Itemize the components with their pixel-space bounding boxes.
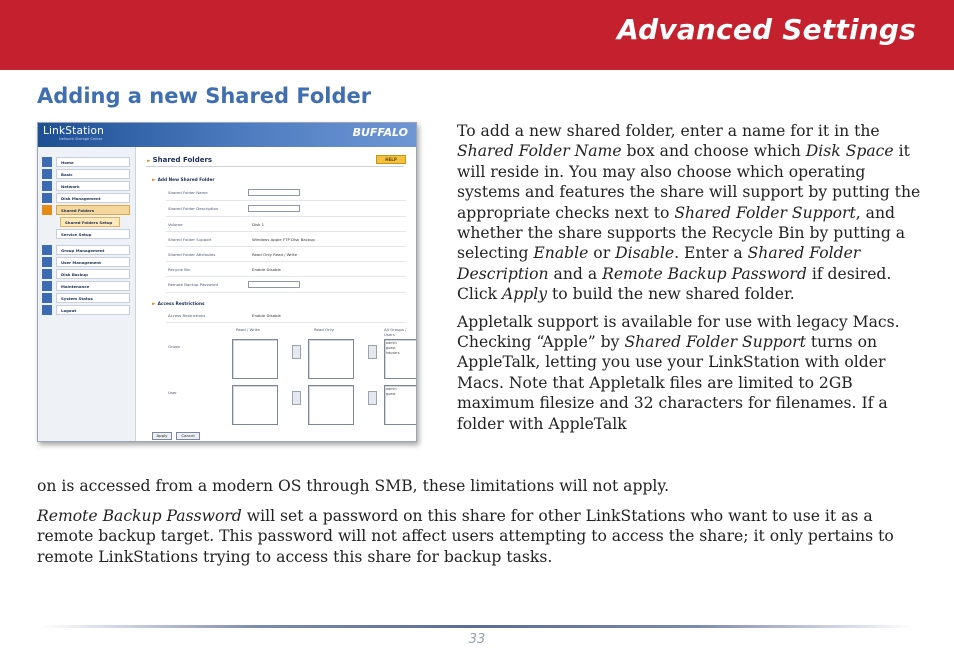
divider — [166, 261, 406, 262]
move-button[interactable] — [368, 345, 377, 359]
nav-home[interactable]: Home — [42, 157, 130, 167]
shared-folder-name-input[interactable] — [248, 189, 300, 196]
body-text: it will reside in. You may also choose which operating systems and features the share will support by putting the appropriate checks next to — [457, 142, 921, 222]
body-text: or — [588, 244, 616, 263]
cancel-button[interactable]: Cancel — [176, 432, 200, 440]
buffalo-logo: BUFFALO — [352, 126, 408, 139]
divider — [166, 322, 406, 323]
emphasis-text: Shared Folder Support — [674, 203, 856, 222]
folder-icon — [42, 205, 52, 215]
column-header: Read / Write — [236, 327, 260, 332]
body-text: To add a new shared folder, enter a name for it in the — [457, 122, 880, 140]
body-text: to build the new shared folder. — [547, 285, 795, 304]
paragraph-2 — [457, 312, 927, 434]
move-button[interactable] — [292, 391, 301, 405]
nav-service-setup[interactable]: Service Setup — [42, 229, 130, 239]
field-label: Remote Backup Password — [168, 282, 218, 287]
field-label: Shared Folder Support — [168, 237, 212, 242]
body-text: turns on AppleTalk, letting you use your LinkStation with older Macs. Note that Appletalk files are limited to 2GB maximum filesize and 32 characters for filenames. If a folder with AppleTalk — [457, 333, 888, 433]
add-section-heading: ► Add New Shared Folder — [152, 177, 215, 183]
body-text: Appletalk support is available for use with legacy Macs. Checking “Apple” by — [457, 312, 900, 352]
linkstation-tagline: Network Storage Center — [59, 137, 103, 141]
nav-user-management[interactable]: User Management — [42, 257, 130, 267]
user-list-items: admin guest — [386, 387, 397, 396]
body-text: , and whether the share supports the Recycle Bin by putting a selecting — [457, 203, 906, 263]
body-text: box and choose which — [621, 142, 806, 161]
divider — [166, 200, 406, 201]
body-text: will set a password on this share for other LinkStations who want to use it as a remote backup target. This password will not affect users attempting to access the share; it only pertains to remote LinkStations trying to access this share for backup tasks. — [37, 507, 894, 566]
body-text: and a — [548, 264, 603, 283]
header-title: Advanced Settings — [617, 13, 916, 46]
status-icon — [42, 293, 52, 303]
divider — [166, 216, 406, 217]
access-section-heading: ► Access Restrictions — [152, 301, 205, 307]
footer-rule — [40, 625, 916, 628]
access-radios[interactable]: Enable Disable — [252, 313, 281, 318]
divider — [146, 166, 404, 167]
paragraph-2-continued — [37, 476, 917, 496]
shared-folder-description-input[interactable] — [248, 205, 300, 212]
header-band — [0, 0, 954, 70]
screenshot-sidebar — [38, 147, 136, 442]
screenshot-main — [136, 147, 417, 442]
remote-backup-password-input[interactable] — [248, 281, 300, 288]
field-label: Shared Folder Description — [168, 206, 219, 211]
emphasis-text: Disk Space — [805, 142, 894, 161]
page-number: 33 — [468, 632, 486, 647]
shared-folders-title: ► Shared Folders — [147, 156, 213, 164]
user-ro-list[interactable] — [308, 385, 354, 425]
nav-system-status[interactable]: System Status — [42, 293, 130, 303]
column-header: All Groups / Users — [384, 327, 407, 337]
paragraph-1 — [457, 121, 927, 305]
support-checkboxes[interactable]: Windows Apple FTP Disk Backup — [252, 237, 315, 242]
volume-select[interactable]: Disk 1 — [252, 222, 265, 227]
nav-basic[interactable]: Basic — [42, 169, 130, 179]
column-header: Read Only — [314, 327, 334, 332]
logout-icon — [42, 305, 52, 315]
nav-maintenance[interactable]: Maintenance — [42, 281, 130, 291]
nav-shared-folders-setup[interactable]: Shared Folders Setup — [42, 217, 130, 227]
move-button[interactable] — [292, 345, 301, 359]
emphasis-text: Shared Folder Description — [457, 244, 861, 283]
disk-icon — [42, 193, 52, 203]
attributes-radios[interactable]: Read Only Read / Write — [252, 252, 297, 257]
user-rw-list[interactable] — [232, 385, 278, 425]
field-label: Volume — [168, 222, 183, 227]
field-label: Shared Folder Name — [168, 190, 208, 195]
arrow-icon: ► — [152, 301, 158, 307]
network-icon — [42, 181, 52, 191]
nav-network[interactable]: Network — [42, 181, 130, 191]
body-text: on is accessed from a modern OS through SMB, these limitations will not apply. — [37, 477, 670, 495]
recycle-radios[interactable]: Enable Disable — [252, 267, 281, 272]
apply-button[interactable]: Apply — [152, 432, 172, 440]
right-text-column — [457, 121, 927, 441]
emphasis-text: Enable — [533, 244, 589, 263]
user-label: User — [168, 390, 177, 395]
arrow-icon: ► — [152, 177, 158, 183]
group-list-items: admin guest hdusers — [386, 341, 400, 355]
help-button[interactable]: HELP — [376, 155, 406, 164]
move-button[interactable] — [368, 391, 377, 405]
home-icon — [42, 157, 52, 167]
divider — [166, 231, 406, 232]
backup-icon — [42, 269, 52, 279]
emphasis-text: Apply — [502, 285, 548, 304]
field-label: Recycle Bin — [168, 267, 191, 272]
field-label: Access Restrictions — [168, 313, 206, 318]
group-ro-list[interactable] — [308, 339, 354, 379]
group-label: Group — [168, 344, 180, 349]
nav-disk-management[interactable]: Disk Management — [42, 193, 130, 203]
maintenance-icon — [42, 281, 52, 291]
emphasis-text: Disable — [615, 244, 675, 263]
section-title: Adding a new Shared Folder — [37, 84, 372, 108]
group-rw-list[interactable] — [232, 339, 278, 379]
basic-icon — [42, 169, 52, 179]
divider — [166, 292, 406, 293]
emphasis-text: Remote Backup Password — [602, 264, 807, 283]
emphasis-text: Remote Backup Password — [37, 507, 242, 525]
group-icon — [42, 245, 52, 255]
arrow-icon: ► — [147, 158, 153, 164]
nav-group-management[interactable]: Group Management — [42, 245, 130, 255]
divider — [166, 246, 406, 247]
body-text: if desired. Click — [457, 264, 892, 304]
field-label: Shared Folder Attributes — [168, 252, 216, 257]
linkstation-screenshot — [37, 122, 417, 442]
nav-shared-folders[interactable]: Shared Folders — [42, 205, 130, 215]
divider — [166, 276, 406, 277]
user-icon — [42, 257, 52, 267]
nav-disk-backup[interactable]: Disk Backup — [42, 269, 130, 279]
emphasis-text: Shared Folder Name — [457, 142, 622, 161]
linkstation-logo: LinkStation — [43, 125, 105, 137]
paragraph-3 — [37, 506, 917, 567]
nav-logout[interactable]: Logout — [42, 305, 130, 315]
body-text: . Enter a — [674, 244, 748, 263]
screenshot-banner — [38, 123, 416, 147]
emphasis-text: Shared Folder Support — [624, 333, 806, 352]
